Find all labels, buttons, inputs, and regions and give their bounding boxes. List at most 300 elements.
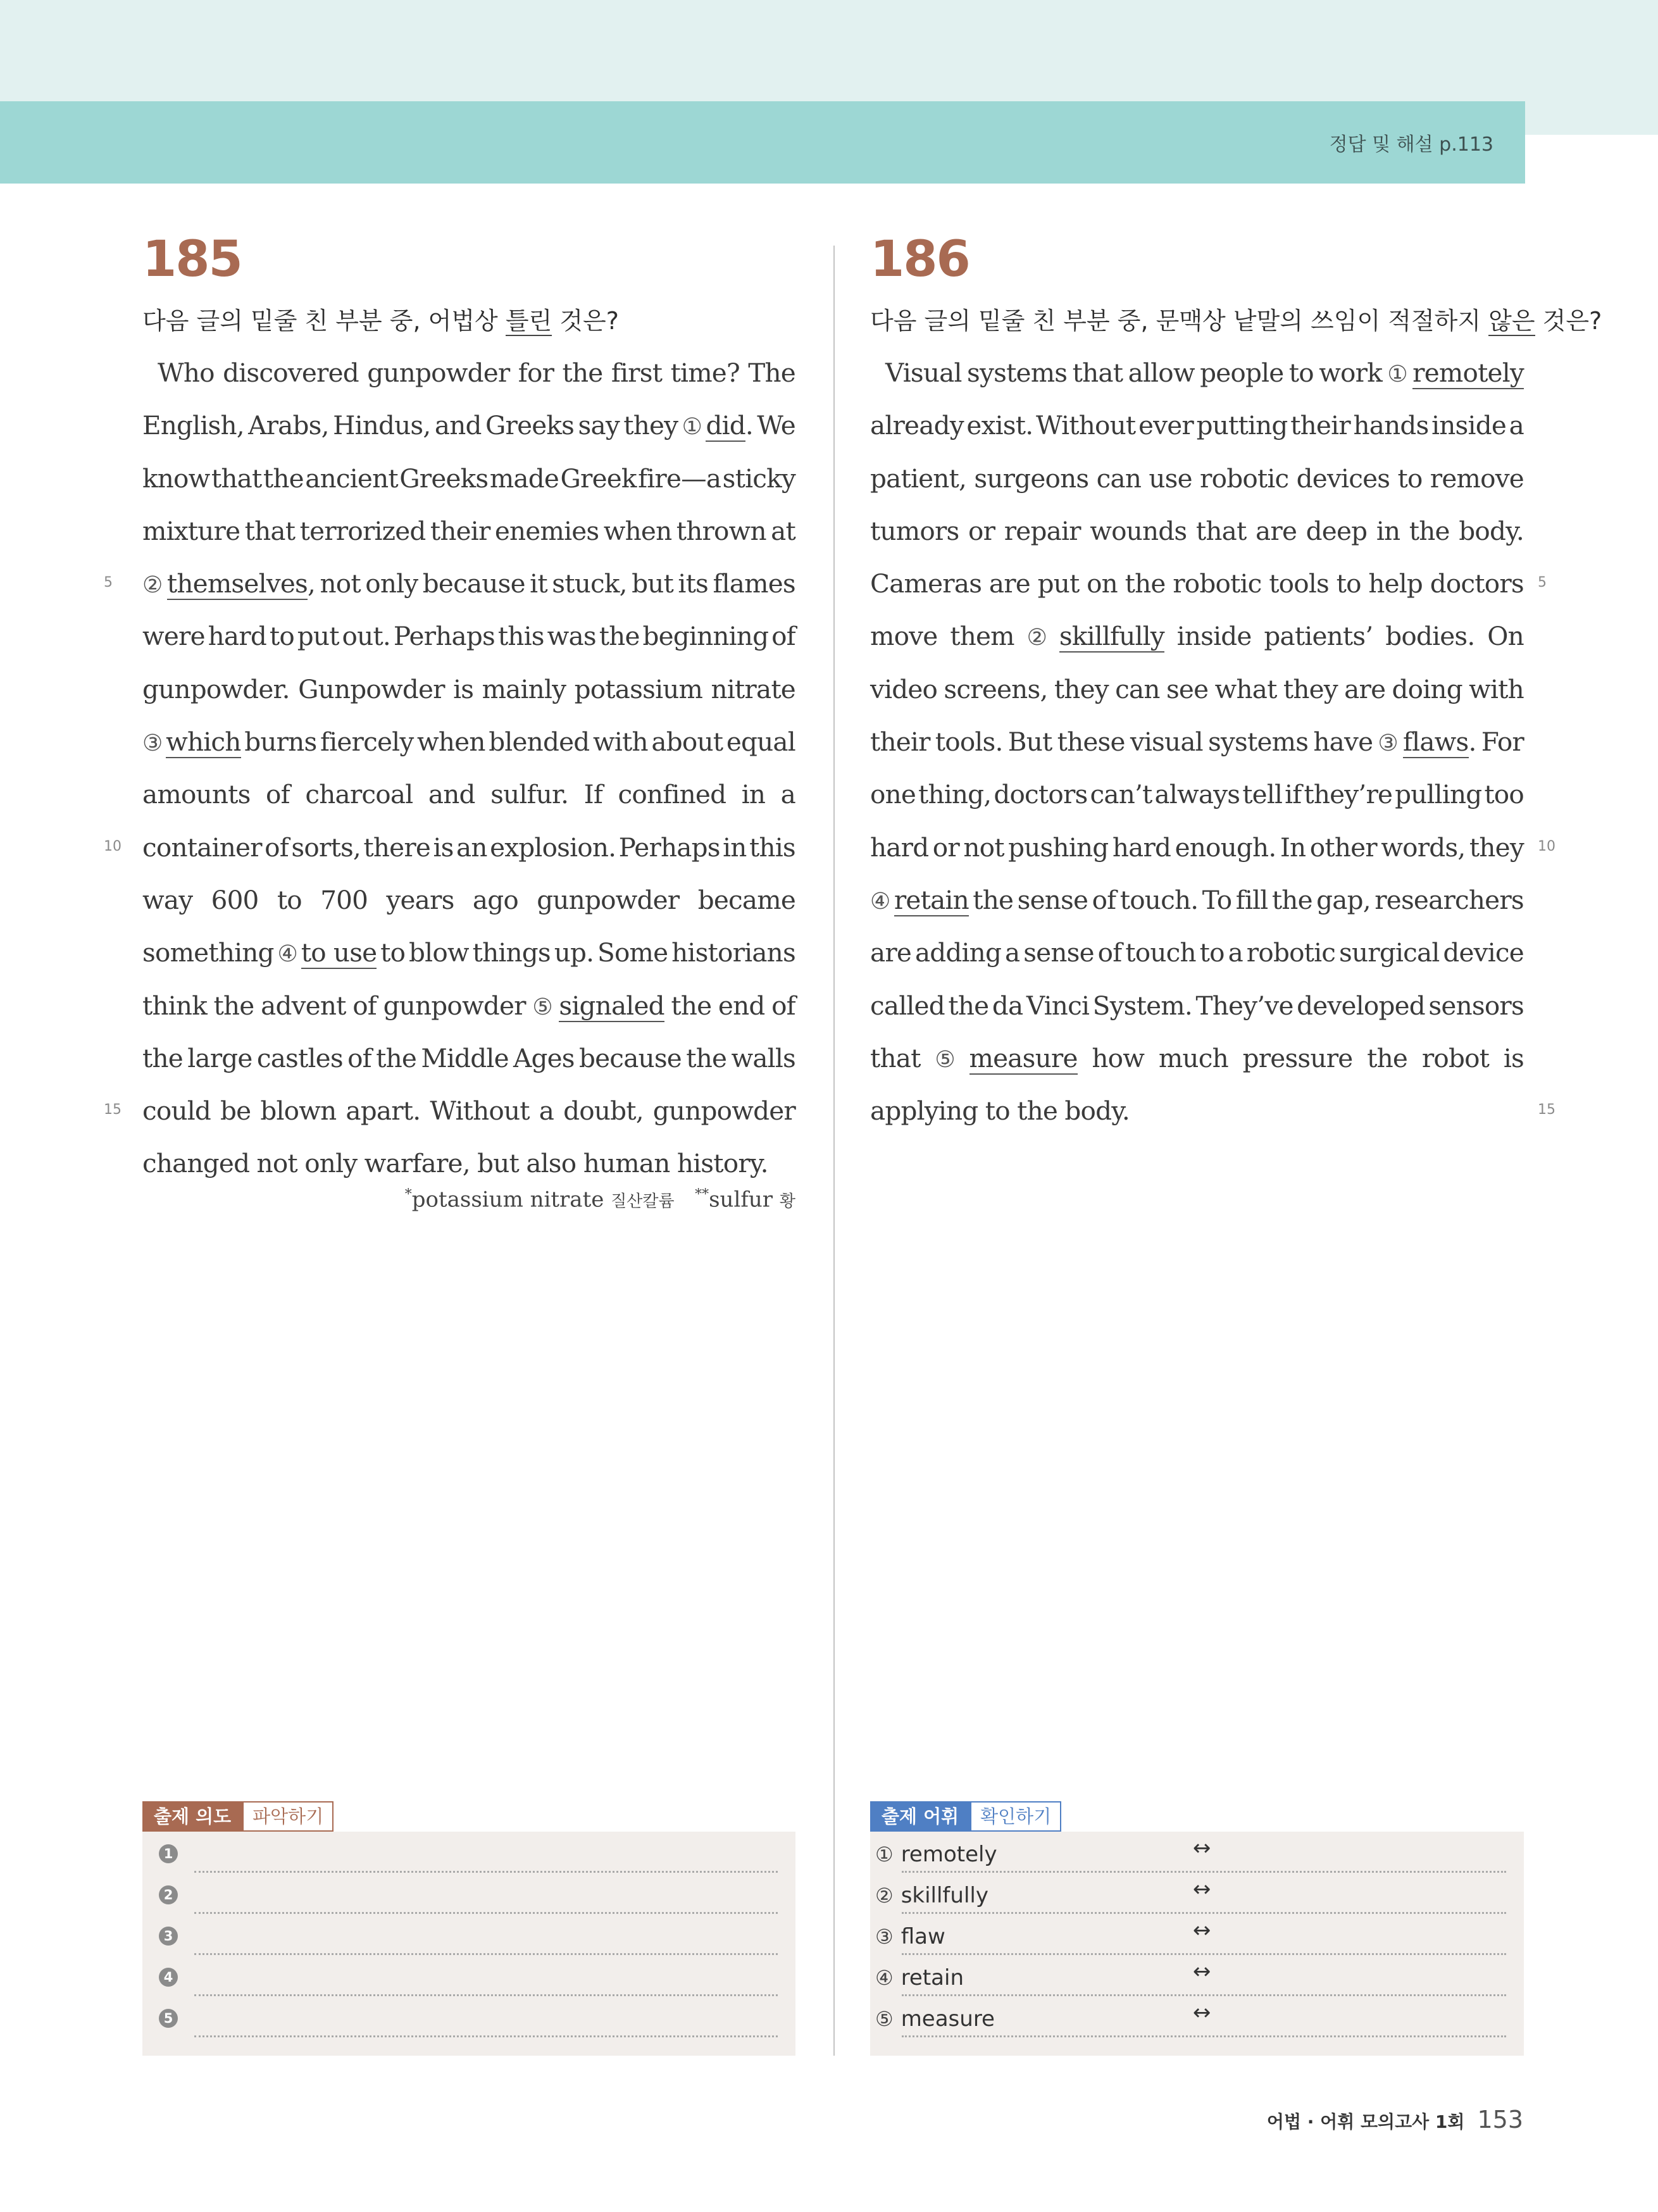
vocab-box <box>870 1832 1524 2056</box>
passage-word <box>1337 558 1361 610</box>
passage-word <box>973 874 1013 927</box>
underlined-choice: signaled <box>559 990 664 1021</box>
word-text: the <box>142 1042 183 1073</box>
passage-word <box>742 768 765 821</box>
word-text: its <box>678 568 709 599</box>
passage-word <box>1381 822 1465 874</box>
passage-line <box>870 347 1524 399</box>
word-text: doing <box>1392 673 1462 704</box>
passage-word <box>399 453 488 505</box>
passage-word <box>771 505 795 558</box>
antonym-arrow-icon: ↔ <box>1193 1877 1211 1902</box>
word-text: what <box>1214 673 1277 704</box>
passage-word <box>870 716 930 768</box>
passage-word <box>560 453 636 505</box>
passage-word <box>142 663 290 716</box>
passage-word <box>894 874 969 927</box>
passage-line <box>870 505 1524 558</box>
passage-line <box>870 558 1524 610</box>
passage-word <box>1403 716 1476 768</box>
word-text: called <box>870 990 945 1021</box>
word-text: something <box>142 937 274 968</box>
word-text: gunpowder <box>652 1096 795 1127</box>
word-text: charcoal <box>305 779 413 810</box>
footnote-term: potassium nitrate <box>411 1187 604 1213</box>
word-text: years <box>386 884 454 915</box>
passage-line <box>870 716 1524 768</box>
passage-word <box>1392 663 1462 716</box>
passage-word <box>1481 716 1524 768</box>
passage-word <box>678 558 708 610</box>
passage-word <box>142 874 192 927</box>
word-text: are <box>988 568 1030 599</box>
underlined-choice: which <box>166 727 241 758</box>
passage-word <box>578 399 619 452</box>
word-text: are <box>1256 515 1297 546</box>
word-text: nitrate <box>711 673 795 704</box>
footnote <box>405 1187 795 1212</box>
word-text: bodies. <box>1385 621 1475 652</box>
passage-word <box>376 1032 416 1085</box>
word-text: potassium <box>574 673 703 704</box>
word-text: with <box>593 727 648 758</box>
word-text: fiercely <box>320 727 414 758</box>
passage-word <box>244 716 316 768</box>
word-text: 700 <box>320 884 368 915</box>
passage-word <box>963 822 1004 874</box>
vocab-term: remotely <box>901 1842 997 1867</box>
passage-word <box>671 927 795 979</box>
passage-word <box>495 505 599 558</box>
word-text: made <box>489 463 559 494</box>
word-text: to <box>985 1096 1010 1127</box>
word-text: there <box>363 832 431 863</box>
passage-word <box>261 980 346 1032</box>
word-text: To <box>1202 884 1232 915</box>
vocab-word <box>875 2006 995 2032</box>
passage-word <box>1175 822 1276 874</box>
passage-word <box>1026 980 1089 1032</box>
passage-line <box>870 822 1524 874</box>
word-text: Greeks <box>399 463 489 494</box>
passage-word <box>1242 768 1282 821</box>
word-text: discovered <box>223 358 359 388</box>
word-text: one <box>870 779 916 810</box>
word-text: beginning <box>642 621 769 652</box>
passage-word <box>935 1032 954 1086</box>
passage-word <box>726 716 795 768</box>
passage-word <box>1509 399 1524 452</box>
word-text: in <box>1376 515 1400 546</box>
passage-word <box>619 822 720 874</box>
passage-word <box>1149 453 1192 505</box>
underlined-choice: skillfully <box>1059 621 1164 652</box>
prompt-text: 것은? <box>552 307 619 335</box>
passage-word <box>1092 1032 1144 1085</box>
word-text: apart. <box>346 1096 421 1127</box>
word-text: Hindus, <box>333 410 431 441</box>
passage-word <box>1125 927 1196 979</box>
passage-word <box>1374 874 1524 927</box>
passage-word <box>482 663 566 716</box>
header-bar <box>0 101 1525 184</box>
passage-line <box>142 1032 795 1085</box>
passage-word <box>142 980 207 1032</box>
passage-word <box>489 716 589 768</box>
passage-word <box>547 610 596 663</box>
word-text: of <box>1092 884 1116 915</box>
word-text: move <box>870 621 938 652</box>
passage-word <box>723 453 795 505</box>
passage-word <box>870 610 937 663</box>
word-text: they’re <box>1304 779 1393 810</box>
word-text: warfare, <box>364 1148 470 1179</box>
vocab-row <box>870 1955 1524 1996</box>
answer-row <box>142 1873 795 1914</box>
word-text: If <box>583 779 603 810</box>
answer-line[interactable] <box>194 2035 778 2037</box>
word-text: They’ve <box>1195 990 1293 1021</box>
passage-word <box>142 1032 183 1085</box>
passage-word <box>1166 663 1208 716</box>
passage-word <box>473 874 518 927</box>
word-text: hands <box>1353 410 1429 441</box>
vocab-row <box>870 1873 1524 1914</box>
passage-word <box>711 663 795 716</box>
word-text: mixture <box>142 515 240 546</box>
prompt-emphasis: 틀린 <box>505 307 552 335</box>
word-text: think <box>142 990 207 1021</box>
passage-word <box>771 980 795 1032</box>
word-text: an <box>456 832 487 863</box>
passage-word <box>579 1032 682 1085</box>
passage-word <box>1018 874 1088 927</box>
underlined-choice: to use <box>301 937 377 968</box>
word-text: walls <box>731 1042 795 1073</box>
tab-subtitle: 확인하기 <box>970 1801 1061 1832</box>
word-text: of <box>352 990 377 1021</box>
passage-word <box>342 610 390 663</box>
passage-word <box>1397 453 1422 505</box>
word-text: with <box>1469 673 1524 704</box>
answer-line[interactable] <box>902 2035 1506 2037</box>
passage-word <box>918 768 991 821</box>
word-text: exist. <box>966 410 1033 441</box>
passage-word <box>559 980 664 1032</box>
word-text: a <box>780 779 795 810</box>
vocab-tab <box>870 1801 1061 1832</box>
word-text: but <box>632 568 673 599</box>
passage-word <box>1395 768 1481 821</box>
vocab-term: retain <box>901 1965 964 1990</box>
passage-word <box>597 927 668 979</box>
passage-word <box>1197 399 1288 452</box>
word-text: Some <box>597 937 668 968</box>
passage-word <box>1484 768 1524 821</box>
word-text: see <box>1166 673 1209 704</box>
passage-word <box>623 399 678 452</box>
word-text: people <box>1200 358 1284 388</box>
passage-word <box>263 453 304 505</box>
passage-line <box>870 399 1524 452</box>
intent-tab <box>142 1801 333 1832</box>
passage-word <box>870 1032 921 1085</box>
word-text: the <box>263 463 304 494</box>
passage-word <box>1319 347 1382 399</box>
word-text: a <box>1509 410 1524 441</box>
answer-row <box>142 1832 795 1873</box>
passage-word <box>1115 663 1160 716</box>
choice-number: ① <box>682 414 702 441</box>
word-text: to <box>1199 937 1225 968</box>
word-text: only <box>365 568 418 599</box>
passage-word <box>966 399 1033 452</box>
word-text: ancient <box>305 463 398 494</box>
passage-word <box>748 347 795 399</box>
word-text: words, <box>1381 832 1466 863</box>
passage-word <box>593 716 648 768</box>
passage-word <box>421 1032 508 1085</box>
word-text: We <box>757 410 795 441</box>
passage-word <box>187 1032 252 1085</box>
word-text: were <box>142 621 205 652</box>
passage-line <box>870 980 1524 1032</box>
word-text: but <box>477 1148 519 1179</box>
passage-word <box>532 980 552 1034</box>
word-text: Middle <box>421 1042 509 1073</box>
passage-word <box>563 347 603 399</box>
word-text: 600 <box>211 884 259 915</box>
word-text: out. <box>342 621 390 652</box>
word-text: mainly <box>482 673 566 704</box>
word-text: their <box>870 727 930 758</box>
word-text: of <box>266 779 290 810</box>
passage-word <box>223 347 359 399</box>
passage-word <box>214 980 254 1032</box>
passage-word <box>1256 505 1297 558</box>
passage-line <box>142 768 795 821</box>
underlined-choice: remotely <box>1412 358 1524 388</box>
passage-word <box>248 399 329 452</box>
word-text: pushing <box>1008 832 1109 863</box>
word-text: or <box>968 515 995 546</box>
word-text: human <box>583 1148 670 1179</box>
word-text: sensors <box>1428 990 1524 1021</box>
passage-word <box>363 822 430 874</box>
passage-word <box>870 927 911 979</box>
passage-word <box>651 716 723 768</box>
passage-word <box>992 980 1023 1032</box>
passage-line <box>870 874 1524 927</box>
passage-word <box>1008 822 1108 874</box>
word-text: the <box>1409 515 1450 546</box>
word-text: sticky <box>722 463 795 494</box>
passage-word <box>575 663 703 716</box>
passage-word <box>698 874 795 927</box>
word-text: to <box>1397 463 1423 494</box>
word-text: gap, <box>1316 884 1371 915</box>
passage-word <box>166 716 240 768</box>
passage-word <box>320 874 368 927</box>
passage-word <box>473 927 551 979</box>
passage-word <box>686 1032 726 1085</box>
word-text: to <box>1336 568 1361 599</box>
word-text: castles <box>256 1042 343 1073</box>
footnote-mark: ** <box>695 1187 709 1203</box>
word-text: way <box>142 884 193 915</box>
passage-word <box>1376 505 1400 558</box>
word-text: The <box>748 358 795 388</box>
passage-line <box>870 453 1524 505</box>
word-text: became <box>697 884 795 915</box>
passage-word <box>1290 399 1350 452</box>
word-text: inside <box>1431 410 1506 441</box>
passage-word <box>1344 663 1385 716</box>
passage-line <box>142 1085 795 1137</box>
word-text: Without <box>430 1096 530 1127</box>
passage-word <box>1469 663 1524 716</box>
word-text: . <box>745 410 753 441</box>
word-text: a <box>539 1096 554 1127</box>
passage-word <box>1431 399 1506 452</box>
passage-word <box>618 768 726 821</box>
passage-word <box>1368 558 1423 610</box>
vocab-term: measure <box>901 2006 995 2032</box>
word-text: of <box>771 990 795 1021</box>
passage-word <box>985 1085 1010 1137</box>
word-text: System. <box>1092 990 1192 1021</box>
word-text: that <box>1072 358 1123 388</box>
passage-word <box>1113 822 1171 874</box>
word-text: have <box>1313 727 1373 758</box>
word-text: that <box>244 515 296 546</box>
line-number: 5 <box>104 575 113 590</box>
word-text: Greek <box>560 463 637 494</box>
word-text: end <box>718 990 765 1021</box>
passage-line <box>142 927 795 979</box>
passage-word <box>1092 874 1116 927</box>
passage-word <box>1378 716 1397 770</box>
passage-word <box>526 1137 576 1190</box>
passage-word <box>300 505 426 558</box>
passage-word <box>142 822 262 874</box>
passage-word <box>632 558 673 610</box>
passage-word <box>968 505 995 558</box>
word-text: developed <box>1297 990 1425 1021</box>
word-text: put <box>297 621 339 652</box>
passage-word <box>1202 874 1232 927</box>
passage-word <box>1130 716 1203 768</box>
passage-word <box>1064 1085 1130 1137</box>
word-text: putting <box>1196 410 1288 441</box>
passage-word <box>969 1032 1078 1085</box>
passage-word <box>583 1137 670 1190</box>
passage-word <box>1247 927 1335 979</box>
prompt-text: 다음 글의 밑줄 친 부분 중, 문맥상 낱말의 쓰임이 적절하지 <box>870 307 1489 335</box>
word-text: tools. <box>935 727 1003 758</box>
passage-word <box>885 347 962 399</box>
word-text: gunpowder <box>367 358 510 388</box>
passage-word <box>950 610 1014 663</box>
passage-word <box>935 716 1003 768</box>
passage-word <box>1057 716 1125 768</box>
word-text: not <box>256 1148 297 1179</box>
passage-word <box>211 874 259 927</box>
passage <box>142 347 795 1190</box>
word-text: patients’ <box>1264 621 1373 652</box>
passage-word <box>208 610 266 663</box>
passage-word <box>1430 453 1524 505</box>
vocab-word <box>875 1883 988 1908</box>
passage-word <box>1236 874 1268 927</box>
vocab-number: ⑤ <box>875 2007 894 2031</box>
word-text: was <box>547 621 596 652</box>
passage-word <box>554 927 594 979</box>
word-text: burns <box>244 727 317 758</box>
passage-word <box>417 716 485 768</box>
passage-line <box>142 399 795 452</box>
word-text: are <box>870 937 912 968</box>
word-text: the <box>1017 1096 1058 1127</box>
passage-word <box>584 768 602 821</box>
vocab-number: ③ <box>875 1925 894 1949</box>
word-text: body. <box>1064 1096 1130 1127</box>
passage-word <box>1215 663 1277 716</box>
vocab-word <box>875 1965 964 1990</box>
word-text: In <box>1280 832 1306 863</box>
passage-word <box>1200 347 1283 399</box>
passage-word <box>530 558 547 610</box>
word-text: robotic <box>1200 463 1289 494</box>
word-text: in <box>741 779 766 810</box>
word-text: gunpowder <box>537 884 680 915</box>
passage-word <box>989 558 1030 610</box>
word-text: hard <box>1112 832 1171 863</box>
word-text: blown <box>260 1096 337 1127</box>
line-number: 10 <box>104 839 122 854</box>
passage-word <box>1073 347 1123 399</box>
passage-word <box>245 505 296 558</box>
passage-word <box>1027 610 1047 664</box>
passage-word <box>409 927 469 979</box>
word-text: up. <box>554 937 594 968</box>
footnote-mark: * <box>404 1187 412 1203</box>
word-text: when <box>603 515 672 546</box>
passage-word <box>1313 716 1373 768</box>
word-text: too <box>1484 779 1524 810</box>
passage-word <box>1036 399 1135 452</box>
passage-word <box>365 1137 470 1190</box>
word-text: robotic <box>1173 568 1262 599</box>
passage-word <box>757 399 795 452</box>
passage-line <box>142 610 795 663</box>
passage-word <box>870 980 945 1032</box>
passage-word <box>1339 927 1440 979</box>
passage-word <box>142 768 251 821</box>
passage-word <box>257 1137 297 1190</box>
passage-word <box>1200 927 1225 979</box>
word-text: body. <box>1459 515 1524 546</box>
passage-word <box>1409 505 1450 558</box>
passage-word <box>781 768 795 821</box>
passage-word <box>994 768 1087 821</box>
word-text: in <box>723 832 747 863</box>
word-text: advent <box>261 990 346 1021</box>
passage-word <box>1120 874 1199 927</box>
word-text: for <box>518 358 554 388</box>
choice-number: ⑤ <box>532 994 552 1020</box>
passage-word <box>1443 927 1524 979</box>
